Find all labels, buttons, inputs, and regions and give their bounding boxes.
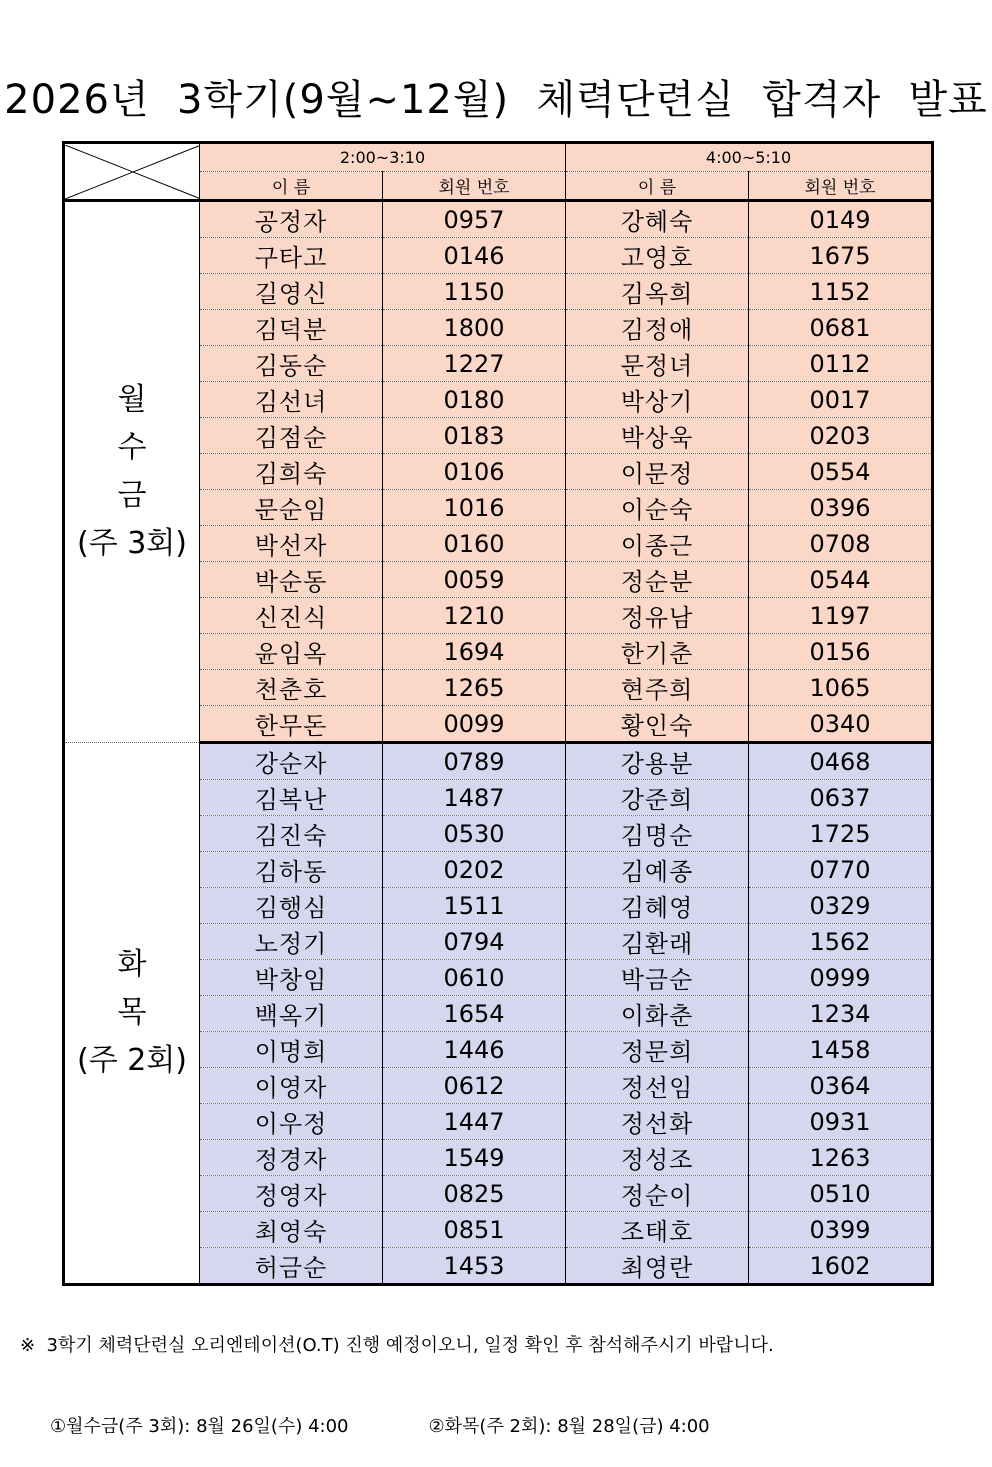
member-number: 1654 [383,996,566,1032]
member-name: 최영숙 [200,1212,383,1248]
member-name: 노정기 [200,924,383,960]
member-number: 1487 [383,780,566,816]
member-name: 백옥기 [200,996,383,1032]
member-number: 1152 [749,274,933,310]
member-number: 0957 [383,201,566,238]
table-row [64,201,933,238]
member-number: 0999 [749,960,933,996]
member-name: 공정자 [200,201,383,238]
member-number: 1453 [383,1248,566,1285]
member-name: 김행심 [200,888,383,924]
member-number: 1675 [749,238,933,274]
member-name: 윤임옥 [200,634,383,670]
member-name: 이명희 [200,1032,383,1068]
member-number: 0851 [383,1212,566,1248]
member-number: 0530 [383,816,566,852]
member-name: 박상기 [566,382,749,418]
note-schedule [20,1413,980,1440]
number-header-1: 회원 번호 [383,172,566,201]
member-number: 0770 [749,852,933,888]
member-name: 천춘호 [200,670,383,706]
member-name: 정순이 [566,1176,749,1212]
member-number: 1725 [749,816,933,852]
schedule-mwf: ①월수금(주 3회): 8월 26일(수) 4:00 [50,1416,349,1437]
group-frequency: (주 3회) [77,526,187,561]
member-number: 0364 [749,1068,933,1104]
group-label-cell [64,743,200,1285]
member-number: 0149 [749,201,933,238]
cross-lines [65,145,200,199]
number-header-2: 회원 번호 [749,172,933,201]
member-number: 0156 [749,634,933,670]
member-number: 0399 [749,1212,933,1248]
member-number: 1562 [749,924,933,960]
member-name: 박순동 [200,562,383,598]
member-number: 0183 [383,418,566,454]
member-name: 고영호 [566,238,749,274]
member-name: 신진식 [200,598,383,634]
member-name: 조태호 [566,1212,749,1248]
member-number: 1210 [383,598,566,634]
member-name: 김복난 [200,780,383,816]
member-number: 0396 [749,490,933,526]
member-name: 한무돈 [200,706,383,743]
member-number: 0612 [383,1068,566,1104]
member-number: 0468 [749,743,933,780]
member-number: 0180 [383,382,566,418]
member-number: 1800 [383,310,566,346]
member-number: 0789 [383,743,566,780]
member-name: 정유남 [566,598,749,634]
member-name: 김선녀 [200,382,383,418]
member-name: 김희숙 [200,454,383,490]
group-day: 수 [117,430,147,465]
member-name: 최영란 [566,1248,749,1285]
group-label-cell [64,201,200,743]
note-orientation: ※ 3학기 체력단련실 오리엔테이션(O.T) 진행 예정이오니, 일정 확인 후 참석해주시기 바랍니다. [20,1335,774,1356]
member-name: 길영신 [200,274,383,310]
member-name: 한기춘 [566,634,749,670]
member-number: 0794 [383,924,566,960]
member-name: 정성조 [566,1140,749,1176]
member-name: 황인숙 [566,706,749,743]
member-name: 이순숙 [566,490,749,526]
page-title: 2026년 3학기(9월~12월) 체력단련실 합격자 발표 [4,77,988,123]
name-header-2: 이 름 [566,172,749,201]
member-name: 김명순 [566,816,749,852]
member-name: 문정녀 [566,346,749,382]
schedule-tt: ②화목(주 2회): 8월 28일(금) 4:00 [428,1416,710,1437]
group-day: 화 [117,947,147,982]
member-number: 1234 [749,996,933,1032]
member-number: 1447 [383,1104,566,1140]
member-number: 0554 [749,454,933,490]
member-number: 0202 [383,852,566,888]
member-number: 1263 [749,1140,933,1176]
member-name: 박상욱 [566,418,749,454]
member-number: 0510 [749,1176,933,1212]
member-name: 문순임 [200,490,383,526]
table-row [64,743,933,780]
member-name: 김점순 [200,418,383,454]
member-number: 1602 [749,1248,933,1285]
member-number: 1016 [383,490,566,526]
member-name: 이종근 [566,526,749,562]
group-frequency: (주 2회) [77,1043,187,1078]
member-name: 강혜숙 [566,201,749,238]
member-number: 1150 [383,274,566,310]
member-name: 정문희 [566,1032,749,1068]
member-name: 이화춘 [566,996,749,1032]
member-name: 이영자 [200,1068,383,1104]
member-number: 0329 [749,888,933,924]
member-name: 허금순 [200,1248,383,1285]
member-number: 0931 [749,1104,933,1140]
member-number: 1197 [749,598,933,634]
member-name: 김정애 [566,310,749,346]
member-name: 강순자 [200,743,383,780]
member-name: 김덕분 [200,310,383,346]
member-number: 1549 [383,1140,566,1176]
member-number: 1065 [749,670,933,706]
member-name: 정경자 [200,1140,383,1176]
member-number: 1265 [383,670,566,706]
member-number: 0708 [749,526,933,562]
member-number: 0637 [749,780,933,816]
member-name: 김혜영 [566,888,749,924]
notes [20,1278,980,1467]
group-day: 월 [117,382,147,417]
member-number: 0106 [383,454,566,490]
group-day: 금 [117,478,147,513]
name-header-1: 이 름 [200,172,383,201]
member-number: 0340 [749,706,933,743]
member-name: 정영자 [200,1176,383,1212]
member-number: 0544 [749,562,933,598]
member-number: 0112 [749,346,933,382]
member-number: 1694 [383,634,566,670]
member-name: 박선자 [200,526,383,562]
member-number: 0099 [383,706,566,743]
member-number: 1458 [749,1032,933,1068]
member-name: 강용분 [566,743,749,780]
member-name: 김동순 [200,346,383,382]
corner-cross-cell [64,143,200,201]
member-number: 0146 [383,238,566,274]
member-name: 정순분 [566,562,749,598]
group-day: 목 [117,995,147,1030]
time-slot-1: 2:00~3:10 [200,143,566,172]
member-number: 0059 [383,562,566,598]
member-name: 이문정 [566,454,749,490]
member-number: 0610 [383,960,566,996]
member-number: 0160 [383,526,566,562]
member-name: 정선임 [566,1068,749,1104]
member-name: 강준희 [566,780,749,816]
member-name: 현주희 [566,670,749,706]
member-number: 0017 [749,382,933,418]
member-number: 0825 [383,1176,566,1212]
member-name: 김옥희 [566,274,749,310]
member-name: 이우정 [200,1104,383,1140]
member-name: 김하동 [200,852,383,888]
member-number: 1227 [383,346,566,382]
member-name: 정선화 [566,1104,749,1140]
member-name: 김환래 [566,924,749,960]
member-name: 박창임 [200,960,383,996]
member-number: 1511 [383,888,566,924]
member-number: 0203 [749,418,933,454]
time-slot-2: 4:00~5:10 [566,143,933,172]
member-number: 0681 [749,310,933,346]
member-name: 구타고 [200,238,383,274]
member-name: 김예종 [566,852,749,888]
roster-table [62,141,934,1286]
member-name: 김진숙 [200,816,383,852]
member-number: 1446 [383,1032,566,1068]
member-name: 박금순 [566,960,749,996]
